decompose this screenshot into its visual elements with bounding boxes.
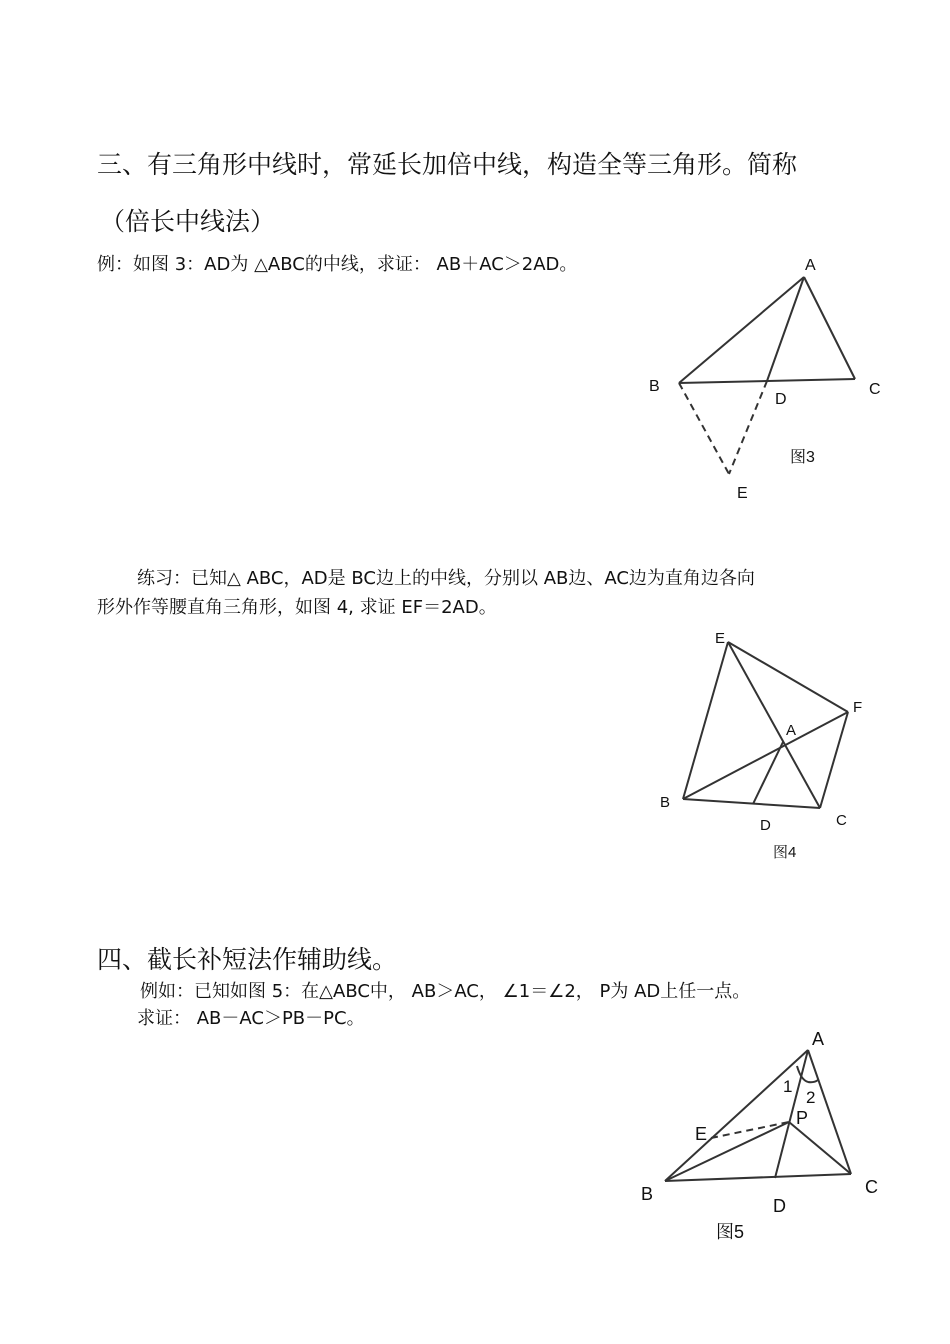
label-p: P bbox=[796, 1108, 809, 1128]
section3-heading-line2: （倍长中线法） bbox=[100, 207, 276, 236]
label-b: B bbox=[660, 794, 671, 811]
label-e: E bbox=[695, 1124, 708, 1144]
segment-fc bbox=[820, 712, 848, 808]
figure5-caption: 图5 bbox=[716, 1222, 745, 1242]
segment-eb bbox=[683, 642, 728, 799]
label-c: C bbox=[836, 812, 847, 829]
label-a: A bbox=[812, 1029, 825, 1049]
example-text: 例：如图 3：AD为 △ABC的中线，求证： AB＋AC＞2AD。 bbox=[97, 254, 578, 275]
segment-bc bbox=[665, 1174, 851, 1181]
label-a: A bbox=[805, 257, 816, 274]
segment-ec bbox=[728, 642, 820, 808]
label-a: A bbox=[786, 722, 797, 739]
dashed-ep bbox=[711, 1122, 789, 1138]
figure-3 bbox=[620, 240, 900, 510]
label-c: C bbox=[869, 381, 881, 398]
section3-heading-line1: 三、有三角形中线时，常延长加倍中线，构造全等三角形。简称 bbox=[97, 150, 798, 179]
label-2: 2 bbox=[806, 1088, 816, 1107]
segment-ad bbox=[753, 742, 783, 804]
segment-ab bbox=[665, 1050, 808, 1181]
label-e: E bbox=[737, 485, 748, 502]
segment-ef bbox=[728, 642, 848, 712]
figure-5 bbox=[630, 1025, 900, 1250]
label-d: D bbox=[775, 391, 787, 408]
label-c: C bbox=[865, 1177, 878, 1197]
section4-example-line2: 求证： AB－AC＞PB－PC。 bbox=[137, 1008, 365, 1029]
label-b: B bbox=[649, 378, 660, 395]
figure3-caption: 图3 bbox=[790, 449, 815, 466]
exercise-line1: 练习：已知△ ABC，AD是 BC边上的中线，分别以 AB边、AC边为直角边各向 bbox=[137, 568, 755, 589]
dashed-de bbox=[729, 381, 767, 474]
dashed-be bbox=[679, 383, 729, 474]
segment-bp bbox=[665, 1122, 789, 1181]
label-1: 1 bbox=[783, 1077, 793, 1096]
figure4-caption: 图4 bbox=[773, 844, 797, 861]
label-d: D bbox=[773, 1196, 786, 1216]
exercise-line2: 形外作等腰直角三角形，如图 4, 求证 EF＝2AD。 bbox=[97, 597, 497, 618]
segment-bc bbox=[683, 799, 820, 808]
label-e: E bbox=[715, 630, 726, 647]
label-d: D bbox=[760, 817, 771, 834]
label-b: B bbox=[641, 1184, 654, 1204]
angle-arc-2 bbox=[808, 1080, 818, 1082]
segment-bf bbox=[683, 712, 848, 799]
section4-heading: 四、截长补短法作辅助线。 bbox=[97, 945, 398, 974]
label-f: F bbox=[853, 699, 863, 716]
segment-ac bbox=[804, 277, 855, 379]
section4-example-line1: 例如：已知如图 5：在△ABC中， AB＞AC， ∠1＝∠2， P为 AD上任一点。 bbox=[140, 981, 751, 1002]
figure-4 bbox=[640, 620, 880, 870]
